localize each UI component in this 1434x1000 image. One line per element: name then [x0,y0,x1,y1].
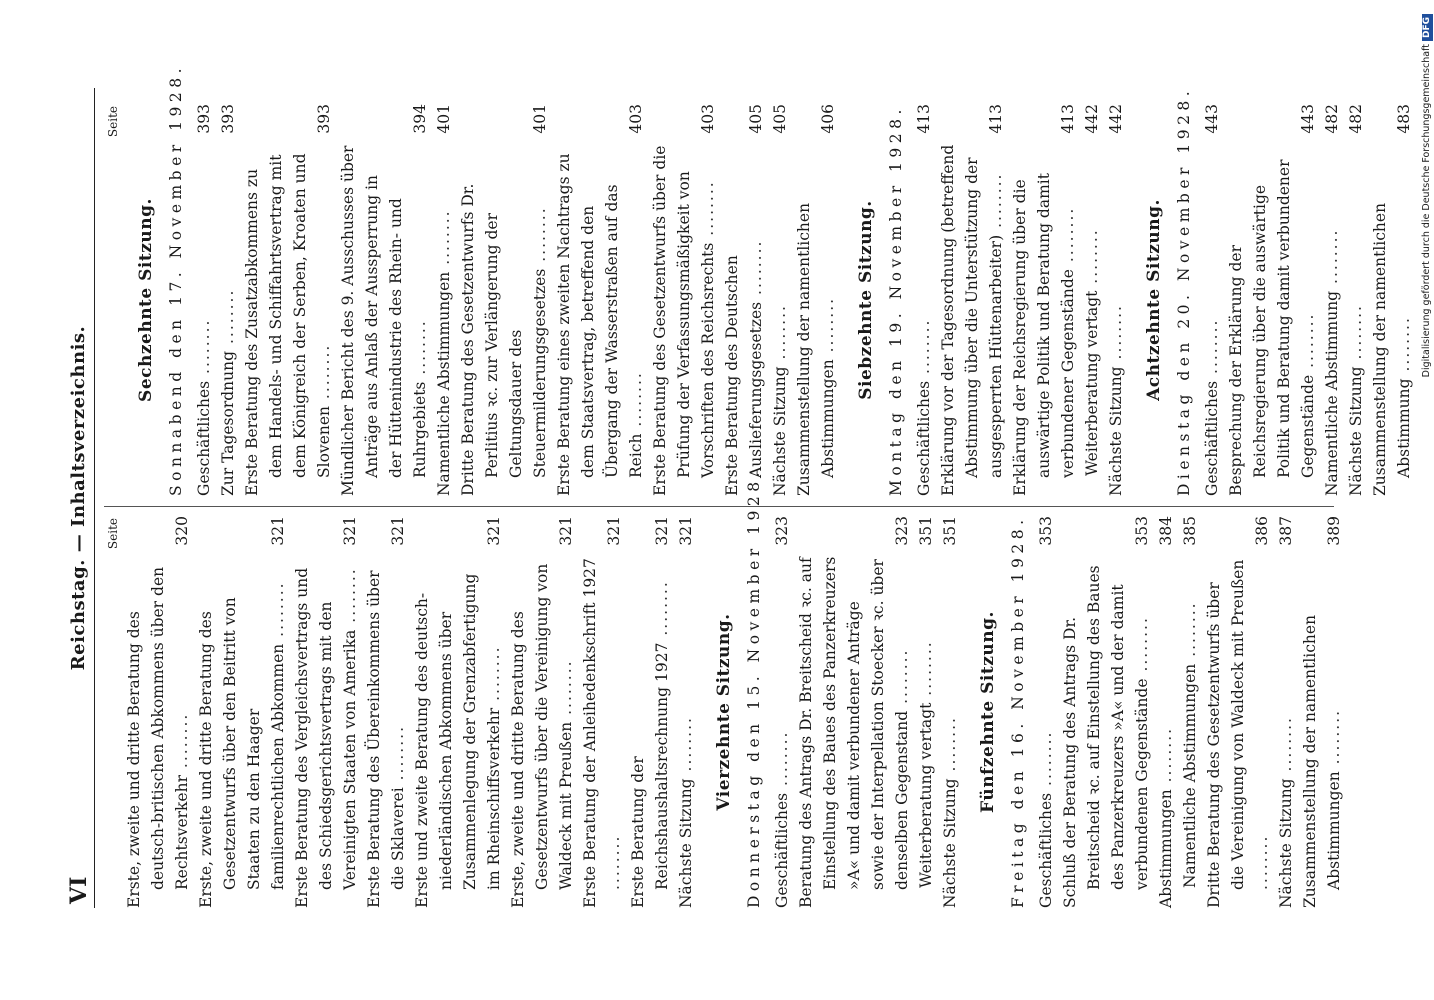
index-entry [1224,104,1320,496]
entry-title: Abstimmungen [1157,789,1175,908]
entry-title: Erste und zweite Beratung des deutsch-niederländischen Abkommens über Zusammenlegung der Grenzabfertigung im Rheinschiffsverkehr [413,573,503,908]
sitting-date: Freitag den 16. November 1928. [1009,515,1027,908]
dot-leader: ........ [219,288,237,351]
index-entry [362,516,410,908]
index-entry [720,104,768,496]
entry-page-number: 351 [941,516,959,546]
dot-leader: ........ [557,659,575,722]
dot-leader: ........ [411,319,429,382]
index-entry [1320,104,1344,496]
dot-leader: ........ [435,209,453,272]
entry-text [770,556,794,908]
index-entry [122,516,194,908]
entry-text [194,556,290,908]
entry-title: Erste Beratung des Zusatzabkommens zu dem Handels- und Schiffahrtsvertrag mit dem Königreich der Serben, Kroaten und Slovenen [243,153,333,496]
index-sheet [64,64,1413,908]
entry-title: Erste Beratung eines zweiten Nachtrags zu dem Staatsvertrag, betreffend den Übergang der Wasserstraßen auf das Reich [555,153,645,496]
dot-leader: ........ [531,206,549,269]
entry-text [1008,144,1080,496]
entry-title: Erste Beratung des Vergleichsvertrags und des Schiedsgerichtsvertrags mit den Vereinigten Staaten von Amerika [293,567,359,908]
entry-title: Nächste Sitzung [771,366,789,496]
dot-leader: ........ [915,318,933,381]
entry-title: Erste Beratung des Gesetzentwurfs über die Prüfung der Verfassungsmäßigkeit von Vorschriften des Reichsrechts [651,145,717,496]
entry-title: Schluß der Beratung des Antrags Dr. Breitscheid ꝛc. auf Einstellung des Baues des Panzerkreuzers »A« und der damit verbundenen Gegenstände [1061,565,1151,908]
entry-page-number: 353 [1133,516,1151,546]
entry-text [456,144,552,496]
entry-title: Nächste Sitzung [677,778,695,908]
index-entry [792,104,840,496]
entry-page-number: 321 [557,516,575,546]
index-entry [1298,516,1346,908]
entry-title: Erste Beratung des Übereinkommens über die Sklaverei [365,570,407,908]
entry-text [1104,144,1128,496]
entry-page-number: 385 [1181,516,1199,546]
dot-leader: ........ [1277,716,1295,779]
entry-title: Nächste Sitzung [1347,366,1365,496]
index-entry [1178,516,1202,908]
dot-leader: ........ [627,371,645,434]
dot-leader: ........ [341,567,359,630]
entry-title: Erklärung der Reichsregierung über die auswärtige Politik und Beratung damit verbundener Gegenstände [1011,173,1077,496]
dot-leader: ........ [1253,834,1271,890]
dot-leader: ........ [771,304,789,367]
dot-leader: ........ [485,645,503,708]
entry-page-number: 393 [315,104,333,134]
index-entry [240,104,336,496]
dot-leader: ........ [987,172,1005,235]
index-entry [456,104,552,496]
entry-title: Erste Beratung der Anleihedenkschrift 1927 [581,558,599,908]
entry-page-number: 321 [653,516,671,546]
entry-page-number: 323 [893,516,911,546]
entry-title: Nächste Sitzung [1107,366,1125,496]
entry-page-number: 483 [1395,104,1413,134]
entry-title: Dritte Beratung des Gesetzentwurfs über die Vereinigung von Waldeck mit Preußen [1205,559,1247,908]
sitting-entries [1034,516,1346,908]
left-top-entries [122,516,698,908]
entry-text [1200,144,1224,496]
dot-leader: ........ [1299,312,1317,375]
index-entry [1058,516,1154,908]
index-entry [1008,104,1080,496]
sitting-date: Montag den 19. November 1928. [887,105,905,496]
entry-text [290,556,362,908]
sitting-heading: Achtzehnte Sitzung. [1144,199,1164,401]
index-entry [1368,104,1416,496]
left-column [106,468,1343,908]
entry-text [938,556,962,908]
entry-title: Geschäftliches [1037,792,1055,908]
entry-text [1058,556,1154,908]
entry-text [336,144,432,496]
index-entry [626,516,674,908]
entry-text [506,556,578,908]
index-entry [768,104,792,496]
page-header [64,88,95,908]
dot-leader: ........ [1083,228,1101,291]
sitting-entries [1200,104,1416,496]
entry-title: Zusammenstellung der namentlichen Abstimmungen [795,202,837,496]
entry-text [936,144,1008,496]
index-entry [648,104,720,496]
entry-page-number: 482 [1323,104,1341,134]
sitting-entries [912,104,1128,496]
entry-page-number: 401 [435,104,453,134]
entry-text [1368,144,1416,496]
entry-page-number: 406 [819,104,837,134]
sitting-heading: Sechzehnte Sitzung. [136,198,156,402]
dot-leader: ........ [699,180,717,243]
dot-leader: ........ [941,716,959,779]
entry-title: Nächste Sitzung [1277,778,1295,908]
sitting-date: Dienstag den 20. November 1928. [1175,86,1193,496]
dot-leader: ........ [195,318,213,381]
entry-title: Weiterberatung vertagt [1083,290,1101,476]
sitting-heading: Siebzehnte Sitzung. [856,200,876,400]
sitting-heading: Fünfzehnte Sitzung. [978,611,998,813]
index-entry [552,104,648,496]
entry-page-number: 413 [1059,104,1077,134]
index-entry [1200,104,1224,496]
entry-text [122,556,194,908]
dot-leader: ........ [1323,228,1341,291]
entry-title: Zusammenstellung der namentlichen Abstimmungen [1301,614,1343,908]
entry-text [1224,144,1320,496]
entry-page-number: 321 [389,516,407,546]
entry-text [1178,556,1202,908]
entry-text [674,556,698,908]
sitting-heading: Vierzehnte Sitzung. [714,613,734,811]
entry-title: Zur Tagesordnung [219,350,237,496]
entry-page-number: 482 [1347,104,1365,134]
dot-leader: ........ [1395,316,1413,379]
entry-text [1202,556,1274,908]
entry-page-number: 389 [1325,516,1343,546]
dot-leader: ........ [269,581,287,644]
entry-text [1344,144,1368,496]
index-entry [506,516,578,908]
entry-page-number: 393 [219,104,237,134]
dot-leader: ........ [1133,616,1151,679]
dot-leader: ........ [315,343,333,407]
entry-text [626,556,674,908]
entry-title: Nächste Sitzung [941,778,959,908]
dot-leader: ........ [173,712,191,775]
index-entry [578,516,626,908]
running-title: Reichstag. — Inhaltsverzeichnis. [68,325,89,671]
entry-page-number: 323 [773,516,791,546]
entry-text [1320,144,1344,496]
sitting-date: Sonnabend den 17. November 1928. [167,64,185,496]
entry-page-number: 413 [987,104,1005,134]
entry-page-number: 320 [173,516,191,546]
credit-text: Digitalisierung gefördert durch die Deutsche Forschungsgemeinschaft [1421,44,1432,378]
page-number: VI [66,876,92,904]
entry-page-number: 405 [747,104,765,134]
entry-title: Geschäftliches [773,792,791,908]
entry-page-number: 442 [1107,104,1125,134]
dot-leader: ........ [1037,730,1055,793]
entry-title: Zusammenstellung der namentlichen Abstimmung [1371,202,1413,496]
entry-title: Erste Beratung der Reichshaushaltsrechnung 1927 [629,642,671,908]
entry-title: Namentliche Abstimmung [1323,290,1341,496]
sitting-15 [976,516,1346,908]
entry-text [792,144,840,496]
entry-page-number: 321 [269,516,287,546]
dfg-logo: DFG [1422,14,1433,41]
entry-title: Besprechung der Erklärung der Reichsregierung über die auswärtige Politik und Beratung damit verbundener Gegenstände [1227,159,1317,496]
entry-page-number: 353 [1037,516,1055,546]
entry-page-number: 386 [1253,516,1271,546]
seite-label-left: Seite [106,518,120,550]
entry-text [914,556,938,908]
entry-title: Namentliche Abstimmungen [1181,663,1199,888]
entry-page-number: 393 [195,104,213,134]
entry-page-number: 403 [627,104,645,134]
dot-leader: ........ [389,724,407,788]
entry-page-number: 442 [1083,104,1101,134]
index-entry [192,104,216,496]
entry-page-number: 321 [605,516,623,546]
entry-page-number: 394 [411,104,429,134]
dot-leader: ........ [653,580,671,643]
index-entry [1344,104,1368,496]
index-entry [410,516,506,908]
entry-page-number: 403 [699,104,717,134]
entry-text [1274,556,1298,908]
entry-page-number: 443 [1299,104,1317,134]
entry-title: Geschäftliches [195,380,213,496]
dot-leader: ........ [747,239,765,302]
entry-text [768,144,792,496]
sitting-18 [1142,86,1416,496]
index-entry [290,516,362,908]
dot-leader: ........ [1059,206,1077,270]
index-entry [938,516,962,908]
entry-text [648,144,720,496]
entry-text [216,144,240,496]
dot-leader: ........ [917,640,935,703]
entry-page-number: 321 [485,516,503,546]
entry-text [1034,556,1058,908]
index-entry [914,516,938,908]
entry-text [552,144,648,496]
dot-leader: ........ [1157,726,1175,790]
dfg-credit [1421,14,1433,994]
entry-text [720,144,768,496]
column-divider [104,506,1334,507]
entry-page-number: 443 [1203,104,1221,134]
entry-title: Erklärung vor der Tagesordnung (betreffend Abstimmung über die Unterstützung der ausgesperrten Hüttenarbeiter) [939,144,1005,496]
dot-leader: ........ [1325,708,1343,772]
index-entry [674,516,698,908]
right-column [106,64,1413,496]
entry-title: Weiterberatung vertagt [917,702,935,888]
index-entry [936,104,1008,496]
dot-leader: ........ [677,716,695,779]
entry-page-number: 405 [771,104,789,134]
index-entry [1034,516,1058,908]
sitting-17 [854,104,1128,496]
seite-label-right: Seite [106,106,120,138]
index-entry [912,104,936,496]
dot-leader: ........ [819,296,837,360]
index-entry [1202,516,1274,908]
entry-text [1298,556,1346,908]
dot-leader: ........ [1107,304,1125,367]
entry-title: Erste, zweite und dritte Beratung des Gesetzentwurfs über die Vereinigung von Waldeck mit Preußen [509,563,575,908]
entry-text [192,144,216,496]
entry-page-number: 351 [917,516,935,546]
index-entry [336,104,432,496]
entry-text [362,556,410,908]
entry-title: Geschäftliches [915,380,933,496]
entry-text [240,144,336,496]
index-entry [1104,104,1128,496]
entry-page-number: 387 [1277,516,1295,546]
entry-title: Beratung des Antrags Dr. Breitscheid ꝛc. auf Einstellung des Baues des Panzerkreuzers »A« und damit verbundener Anträge sowie der Interpellation Stoecker ꝛc. über denselben Gegenstand [797,556,911,908]
dot-leader: ........ [773,730,791,793]
dot-leader: ........ [1347,304,1365,367]
dot-leader: ........ [1181,601,1199,664]
entry-text [410,556,506,908]
sitting-14 [712,468,962,908]
entry-text [578,556,626,908]
entry-page-number: 401 [531,104,549,134]
index-entry [794,516,914,908]
index-entry [216,104,240,496]
entry-page-number: 321 [341,516,359,546]
entry-title: Erste, zweite und dritte Beratung des deutsch-britischen Abkommens über den Rechtsverkehr [125,566,191,908]
index-entry [1154,516,1178,908]
sitting-entries [770,516,962,908]
entry-page-number: 321 [677,516,695,546]
sitting-date: Donnerstag den 15. November 1928. [745,468,763,908]
index-entry [1080,104,1104,496]
dfg-credit-text [1421,14,1433,994]
entry-title: Erste, zweite und dritte Beratung des Gesetzentwurfs über den Beitritt von Staaten zu den Haager familienrechtlichen Abkommen [197,597,287,908]
entry-page-number: 384 [1157,516,1175,546]
dot-leader: ........ [605,834,623,890]
entry-text [432,144,456,496]
entry-text [794,556,914,908]
sitting-entries [192,104,840,496]
entry-text [1080,144,1104,496]
entry-title: Namentliche Abstimmungen [435,271,453,496]
entry-title: Mündlicher Bericht des 9. Ausschusses über Anträge aus Anlaß der Aussperrung in der Hüttenindustrie des Rhein- und Ruhrgebiets [339,145,429,496]
dot-leader: ........ [893,648,911,711]
entry-text [912,144,936,496]
sitting-16 [134,64,840,496]
index-entry [432,104,456,496]
index-entry [770,516,794,908]
dot-leader: ........ [1203,318,1221,381]
index-entry [1274,516,1298,908]
entry-title: Dritte Beratung des Gesetzentwurfs Dr. Perlitius ꝛc. zur Verlängerung der Geltungsdauer des Steuermilderungsgesetzes [459,183,549,496]
entry-title: Erste Beratung des Deutschen Auslieferungsgesetzes [723,255,765,496]
entry-title: Geschäftliches [1203,380,1221,496]
index-entry [194,516,290,908]
entry-text [1154,556,1178,908]
entry-page-number: 413 [915,104,933,134]
